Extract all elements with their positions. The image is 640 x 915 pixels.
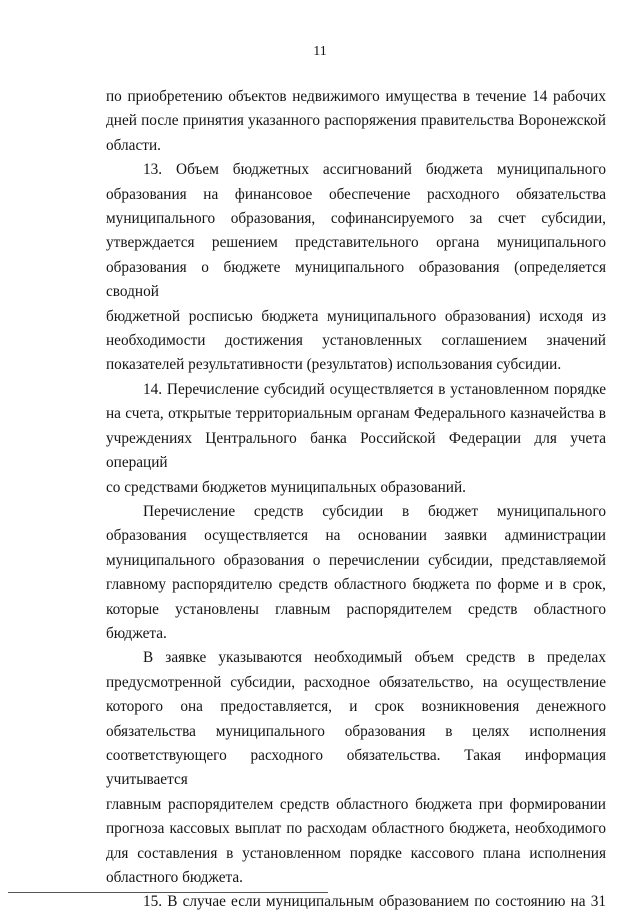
text-line: образования о бюджете муниципального образования (определяется сводной	[106, 258, 606, 301]
text-line: бюджетной росписью бюджета муниципального образования) исходя из	[106, 307, 606, 325]
text-line: которого она предоставляется, и срок возникновения денежного	[106, 698, 606, 716]
paragraph-continuation	[106, 85, 606, 158]
text-line: 13. Объем бюджетных ассигнований бюджета муниципального	[143, 161, 606, 179]
text-line: показателей результативности (результатов) использования субсидии.	[106, 356, 562, 374]
text-line: областного бюджета.	[106, 869, 244, 886]
paragraph-14	[106, 378, 606, 500]
text-line: главным распорядителем средств областного бюджета при формировании	[106, 795, 606, 813]
text-line: образования на финансовое обеспечение расходного обязательства	[106, 185, 606, 203]
text-line: обязательства муниципального образования в целях исполнения	[106, 722, 606, 740]
page-number: 11	[313, 44, 327, 59]
text-line: со средствами бюджетов муниципальных образований.	[106, 478, 466, 496]
text-line: для составления в установленном порядке кассового плана исполнения	[106, 844, 606, 862]
text-line: предусмотренной субсидии, расходное обязательство, на осуществление	[106, 673, 606, 691]
text-line: по приобретению объектов недвижимого имущества в течение 14 рабочих	[106, 88, 606, 105]
text-line: на счета, открытые территориальным органам Федерального казначейства в	[106, 405, 606, 423]
paragraph-13	[106, 158, 606, 378]
text-line: муниципального образования, софинансируемого за счет субсидии,	[106, 210, 606, 228]
text-line: дней после принятия указанного распоряжения правительства Воронежской	[106, 112, 606, 130]
text-line: муниципального образования о перечислении субсидии, представляемой	[106, 551, 606, 569]
text-line: учреждениях Центрального банка Российской Федерации для учета операций	[106, 429, 606, 472]
text-line: необходимости достижения установленных соглашением значений	[106, 332, 606, 350]
text-line: которые установлены главным распорядителем средств областного бюджета.	[106, 600, 606, 642]
text-line: главному распорядителю средств областного бюджета по форме и в срок,	[106, 576, 606, 594]
text-line: области.	[106, 136, 161, 154]
text-line: В заявке указываются необходимый объем средств в пределах	[143, 649, 606, 667]
text-line: образования осуществляется на основании заявки администрации	[106, 527, 606, 545]
text-line: прогноза кассовых выплат по расходам областного бюджета, необходимого	[106, 820, 606, 838]
text-line: Перечисление средств субсидии в бюджет муниципального	[143, 502, 606, 520]
footer-rule	[8, 892, 328, 893]
paragraph-transfer	[106, 500, 606, 646]
text-line: соответствующего расходного обязательства. Такая информация учитывается	[106, 746, 606, 789]
text-line: 14. Перечисление субсидий осуществляется в установленном порядке	[143, 380, 606, 398]
text-line: 15. В случае если муниципальным образованием по состоянию на 31	[143, 893, 606, 911]
text-line: утверждается решением представительного органа муниципального	[106, 234, 606, 252]
paragraph-15	[106, 890, 606, 914]
document-body	[106, 85, 606, 915]
paragraph-request	[106, 646, 606, 890]
